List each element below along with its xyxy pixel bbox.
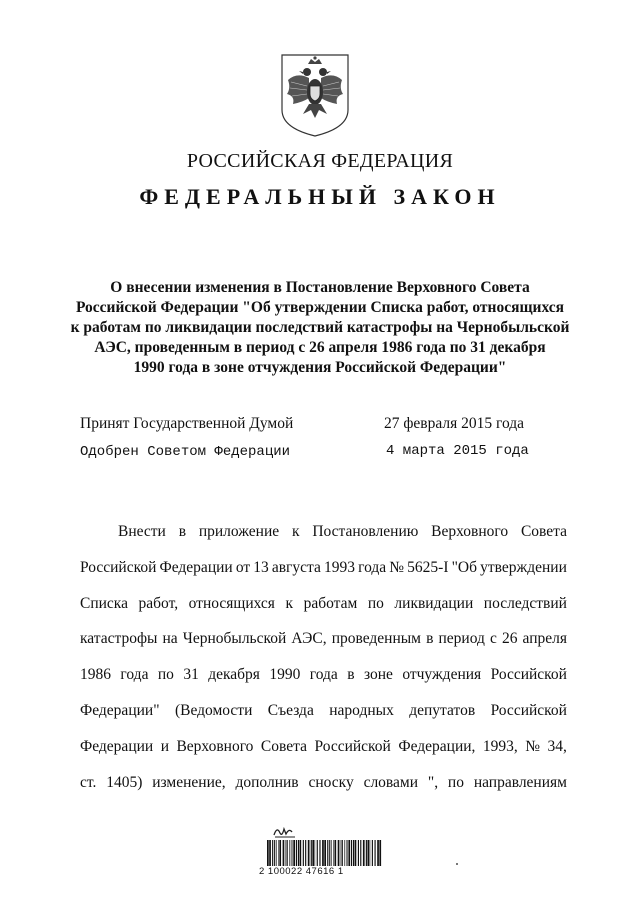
body-word: Внести xyxy=(118,523,166,540)
body-word: работ, xyxy=(138,594,179,612)
barcode-bar xyxy=(298,840,299,866)
barcode-bar xyxy=(375,840,376,866)
barcode-bar xyxy=(276,840,277,866)
law-title-line: О внесении изменения в Постановление Верховного Совета xyxy=(110,279,530,296)
barcode-bar xyxy=(322,840,324,866)
body-word: Российской xyxy=(80,558,157,576)
body-word: года xyxy=(358,558,387,576)
barcode-bar xyxy=(283,840,285,866)
body-word: направлениям xyxy=(473,773,567,791)
body-paragraph xyxy=(80,514,567,800)
barcode-bar xyxy=(289,840,290,866)
body-word: 1986 xyxy=(80,666,111,684)
body-word: "Об xyxy=(451,558,478,576)
body-word: года xyxy=(309,666,338,684)
approved-label: Одобрен Советом Федерации xyxy=(80,444,291,460)
barcode-bar xyxy=(348,840,350,866)
barcode-bar xyxy=(347,840,348,866)
body-word: к xyxy=(285,594,294,612)
adopted-label: Принят Государственной Думой xyxy=(80,415,294,432)
barcode-bar xyxy=(278,840,279,866)
body-word: Верховного xyxy=(431,523,509,540)
barcode-bar xyxy=(333,840,334,866)
body-word: 1990 xyxy=(269,666,301,684)
body-word: от xyxy=(235,558,251,576)
barcode-bar xyxy=(331,840,332,866)
law-title xyxy=(70,278,570,378)
body-word: Федерации, xyxy=(398,737,476,755)
body-line xyxy=(80,586,567,622)
body-word: на xyxy=(162,630,178,648)
body-word: по xyxy=(157,666,174,684)
barcode-bar xyxy=(291,840,292,866)
body-word: народных xyxy=(329,701,394,719)
body-word: Федерации" xyxy=(80,701,160,719)
body-word: Верховного xyxy=(176,737,254,755)
barcode-bar xyxy=(363,840,365,866)
body-word: Российской xyxy=(314,737,391,755)
body-word: отчуждения xyxy=(402,666,482,684)
body-word: года xyxy=(120,666,149,684)
body-word: 34, xyxy=(547,737,567,755)
document-type: ФЕДЕРАЛЬНЫЙ ЗАКОН xyxy=(139,184,501,209)
law-title-line: Российской Федерации "Об утверждении Списка работ, относящихся xyxy=(75,299,565,316)
body-word: Совета xyxy=(520,523,567,540)
body-word: Совета xyxy=(260,737,307,755)
body-word: 13 xyxy=(253,558,269,576)
barcode-bar xyxy=(372,840,373,866)
body-line xyxy=(80,621,567,657)
barcode-bar xyxy=(329,840,330,866)
barcode-bar xyxy=(379,840,381,866)
body-word: относящихся xyxy=(188,594,275,612)
body-word: работам xyxy=(303,594,358,612)
body-word: по xyxy=(447,773,464,791)
barcode-bar xyxy=(269,840,271,866)
body-word: дополнив xyxy=(235,773,299,791)
body-line xyxy=(80,657,567,693)
barcode-bar xyxy=(341,840,342,866)
body-word: изменение, xyxy=(152,773,226,791)
body-word: (Ведомости xyxy=(174,701,253,719)
barcode-bar xyxy=(358,840,359,866)
body-word: Постановлению xyxy=(312,523,419,540)
signature-mark xyxy=(272,823,298,839)
law-title-line: к работам по ликвидации последствий катастрофы на Чернобыльской xyxy=(70,319,570,336)
body-word: зоне xyxy=(363,666,393,684)
body-line xyxy=(80,765,567,801)
body-word: 1993, xyxy=(482,737,518,755)
body-word: словами xyxy=(363,773,419,791)
barcode-bar xyxy=(327,840,328,866)
body-word: 31 xyxy=(183,666,199,684)
body-word: приложение xyxy=(198,523,280,540)
body-word: декабря xyxy=(208,666,260,684)
barcode-bar xyxy=(317,840,318,866)
approved-date: 4 марта 2015 года xyxy=(386,443,529,459)
scan-dot xyxy=(456,863,458,865)
barcode-bar xyxy=(286,840,287,866)
barcode-bar xyxy=(315,840,316,866)
barcode-bar xyxy=(303,840,304,866)
barcode-bar xyxy=(287,840,288,866)
body-word: ликвидации xyxy=(394,594,474,612)
barcode-bar xyxy=(338,840,340,866)
barcode-bar xyxy=(292,840,293,866)
body-word: Российской xyxy=(490,701,567,719)
barcode-bar xyxy=(366,840,367,866)
body-word: 1405) xyxy=(106,773,143,791)
barcode-bar xyxy=(353,840,354,866)
body-word: депутатов xyxy=(409,701,476,719)
body-word: с xyxy=(489,630,497,648)
law-title-line: 1990 года в зоне отчуждения Российской Федерации" xyxy=(133,359,507,376)
body-word: период xyxy=(438,630,485,648)
body-word: в xyxy=(426,630,434,648)
body-line xyxy=(80,514,567,550)
barcode-bar xyxy=(377,840,379,866)
body-word: августа xyxy=(271,558,321,576)
law-title-line: АЭС, проведенным в период с 26 апреля 1986 года по 31 декабря xyxy=(94,339,546,356)
barcode-bar xyxy=(296,840,297,866)
barcode-bar xyxy=(334,840,336,866)
body-word: утверждении xyxy=(480,558,567,576)
body-word: № xyxy=(525,737,541,755)
barcode-bar xyxy=(342,840,343,866)
body-word: Федерации xyxy=(80,737,154,755)
barcode-bar xyxy=(312,840,314,866)
barcode-bar xyxy=(324,840,326,866)
body-word: Списка xyxy=(80,594,128,612)
body-word: 26 xyxy=(501,630,518,648)
barcode-bar xyxy=(311,840,312,866)
barcode-bar xyxy=(344,840,345,866)
barcode-bar xyxy=(272,840,273,866)
body-word: в xyxy=(178,523,187,540)
barcode-bar xyxy=(319,840,320,866)
body-line xyxy=(80,693,567,729)
barcode-number: 2 100022 47616 1 xyxy=(259,866,344,877)
barcode-bar xyxy=(367,840,369,866)
barcode-bar xyxy=(267,840,269,866)
barcode-bar xyxy=(355,840,357,866)
barcode-bar xyxy=(305,840,306,866)
barcode-bar xyxy=(308,840,310,866)
body-word: Российской xyxy=(490,666,567,684)
body-word: сноску xyxy=(308,773,354,791)
barcode-bar xyxy=(300,840,302,866)
body-word: Съезда xyxy=(267,701,314,719)
barcode-bar xyxy=(293,840,295,866)
body-word: 5625-I xyxy=(407,558,449,576)
body-line xyxy=(80,550,567,586)
body-word: катастрофы xyxy=(80,630,158,648)
body-word: по xyxy=(367,594,384,612)
barcode-bar xyxy=(351,840,352,866)
body-word: апреля xyxy=(522,630,567,648)
barcode-bar xyxy=(346,840,347,866)
body-word: проведенным xyxy=(331,630,421,648)
body-word: № xyxy=(389,558,405,576)
barcode-bar xyxy=(279,840,281,866)
body-word: в xyxy=(347,666,355,684)
body-word: АЭС, xyxy=(291,630,327,648)
body-word: ", xyxy=(427,773,439,791)
country-name: РОССИЙСКАЯ ФЕДЕРАЦИЯ xyxy=(186,150,454,172)
body-word: последствий xyxy=(483,594,567,612)
adopted-date: 27 февраля 2015 года xyxy=(384,415,525,432)
body-word: ст. xyxy=(80,773,97,791)
coat-of-arms-emblem xyxy=(279,52,351,138)
body-word: Федерации xyxy=(159,558,233,576)
body-word: и xyxy=(160,737,169,755)
body-line xyxy=(80,729,567,765)
barcode-bar xyxy=(370,840,371,866)
barcode-bar xyxy=(360,840,361,866)
barcode-bar xyxy=(274,840,275,866)
body-word: 1993 xyxy=(324,558,355,576)
body-word: Чернобыльской xyxy=(182,630,287,648)
body-word: к xyxy=(291,523,300,540)
barcode xyxy=(266,840,384,868)
